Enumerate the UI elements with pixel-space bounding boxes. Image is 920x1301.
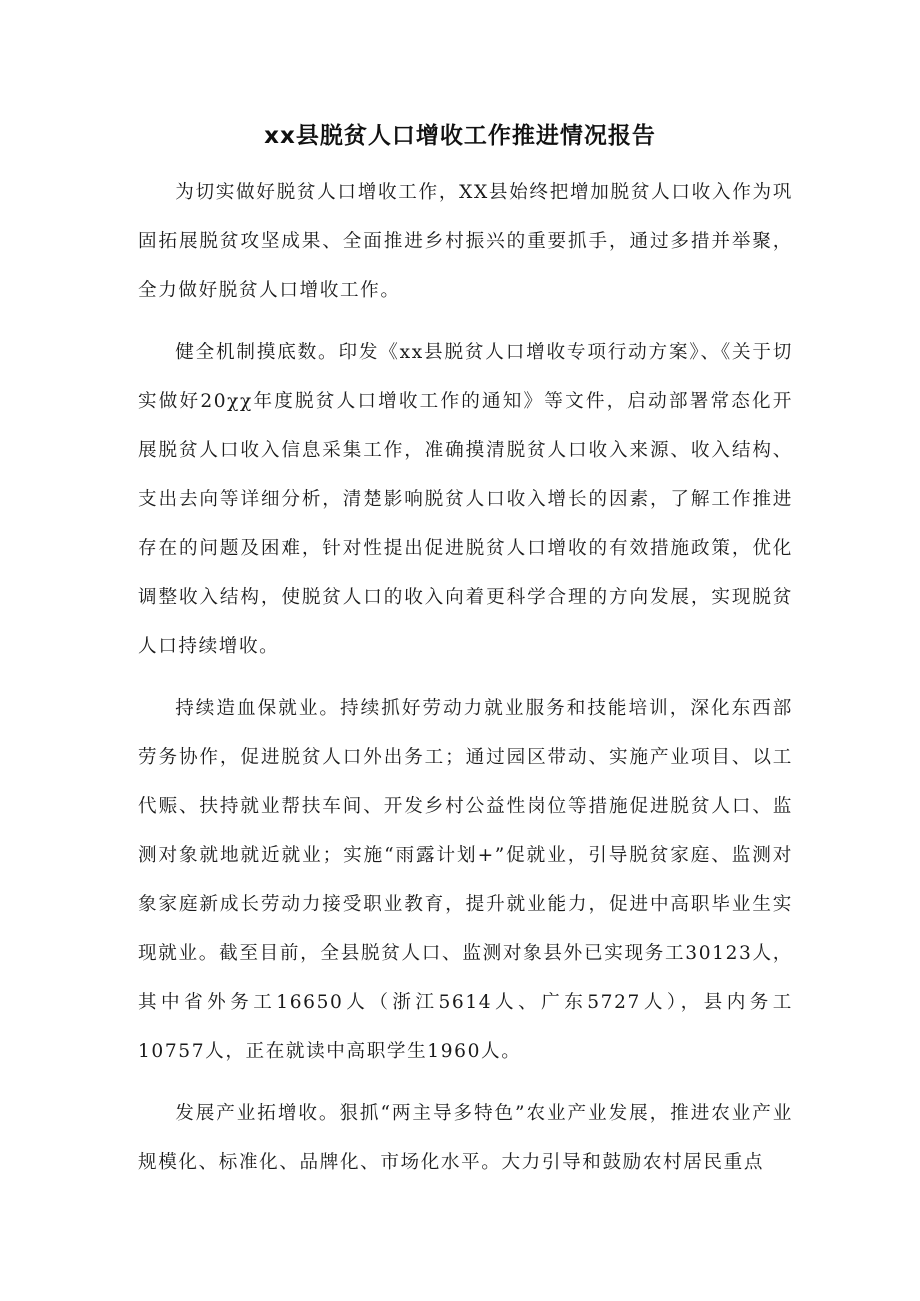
paragraph-employment: 持续造血保就业。持续抓好劳动力就业服务和技能培训，深化东西部劳务协作，促进脱贫人口外出务工；通过园区带动、实施产业项目、以工代赈、扶持就业帮扶车间、开发乡村公益性岗位等措施促进脱贫人口、监测对象就地就近就业；实施“雨露计划+”促就业，引导脱贫家庭、监测对象家庭新成长劳动力接受职业教育，提升就业能力，促进中高职毕业生实现就业。截至目前，全县脱贫人口、监测对象县外已实现务工30123人，其中省外务工16650人（浙江5614人、广东5727人），县内务工10757人，正在就读中高职学生1960人。 [138, 698, 793, 1062]
document-title: xx县脱贫人口增收工作推进情况报告 [264, 123, 656, 149]
document-body [138, 168, 793, 1200]
paragraph-mechanism: 健全机制摸底数。印发《xx县脱贫人口增收专项行动方案》、《关于切实做好20χχ年度脱贫人口增收工作的通知》等文件，启动部署常态化开展脱贫人口收入信息采集工作，准确摸清脱贫人口收入来源、收入结构、支出去向等详细分析，清楚影响脱贫人口收入增长的因素，了解工作推进存在的问题及困难，针对性提出促进脱贫人口增收的有效措施政策，优化调整收入结构，使脱贫人口的收入向着更科学合理的方向发展，实现脱贫人口持续增收。 [138, 342, 793, 657]
paragraph-industry: 发展产业拓增收。狠抓“两主导多特色”农业产业发展，推进农业产业规模化、标准化、品牌化、市场化水平。大力引导和鼓励农村居民重点 [138, 1103, 793, 1173]
paragraph-intro: 为切实做好脱贫人口增收工作，XX县始终把增加脱贫人口收入作为巩固拓展脱贫攻坚成果、全面推进乡村振兴的重要抓手，通过多措并举聚，全力做好脱贫人口增收工作。 [138, 182, 793, 301]
